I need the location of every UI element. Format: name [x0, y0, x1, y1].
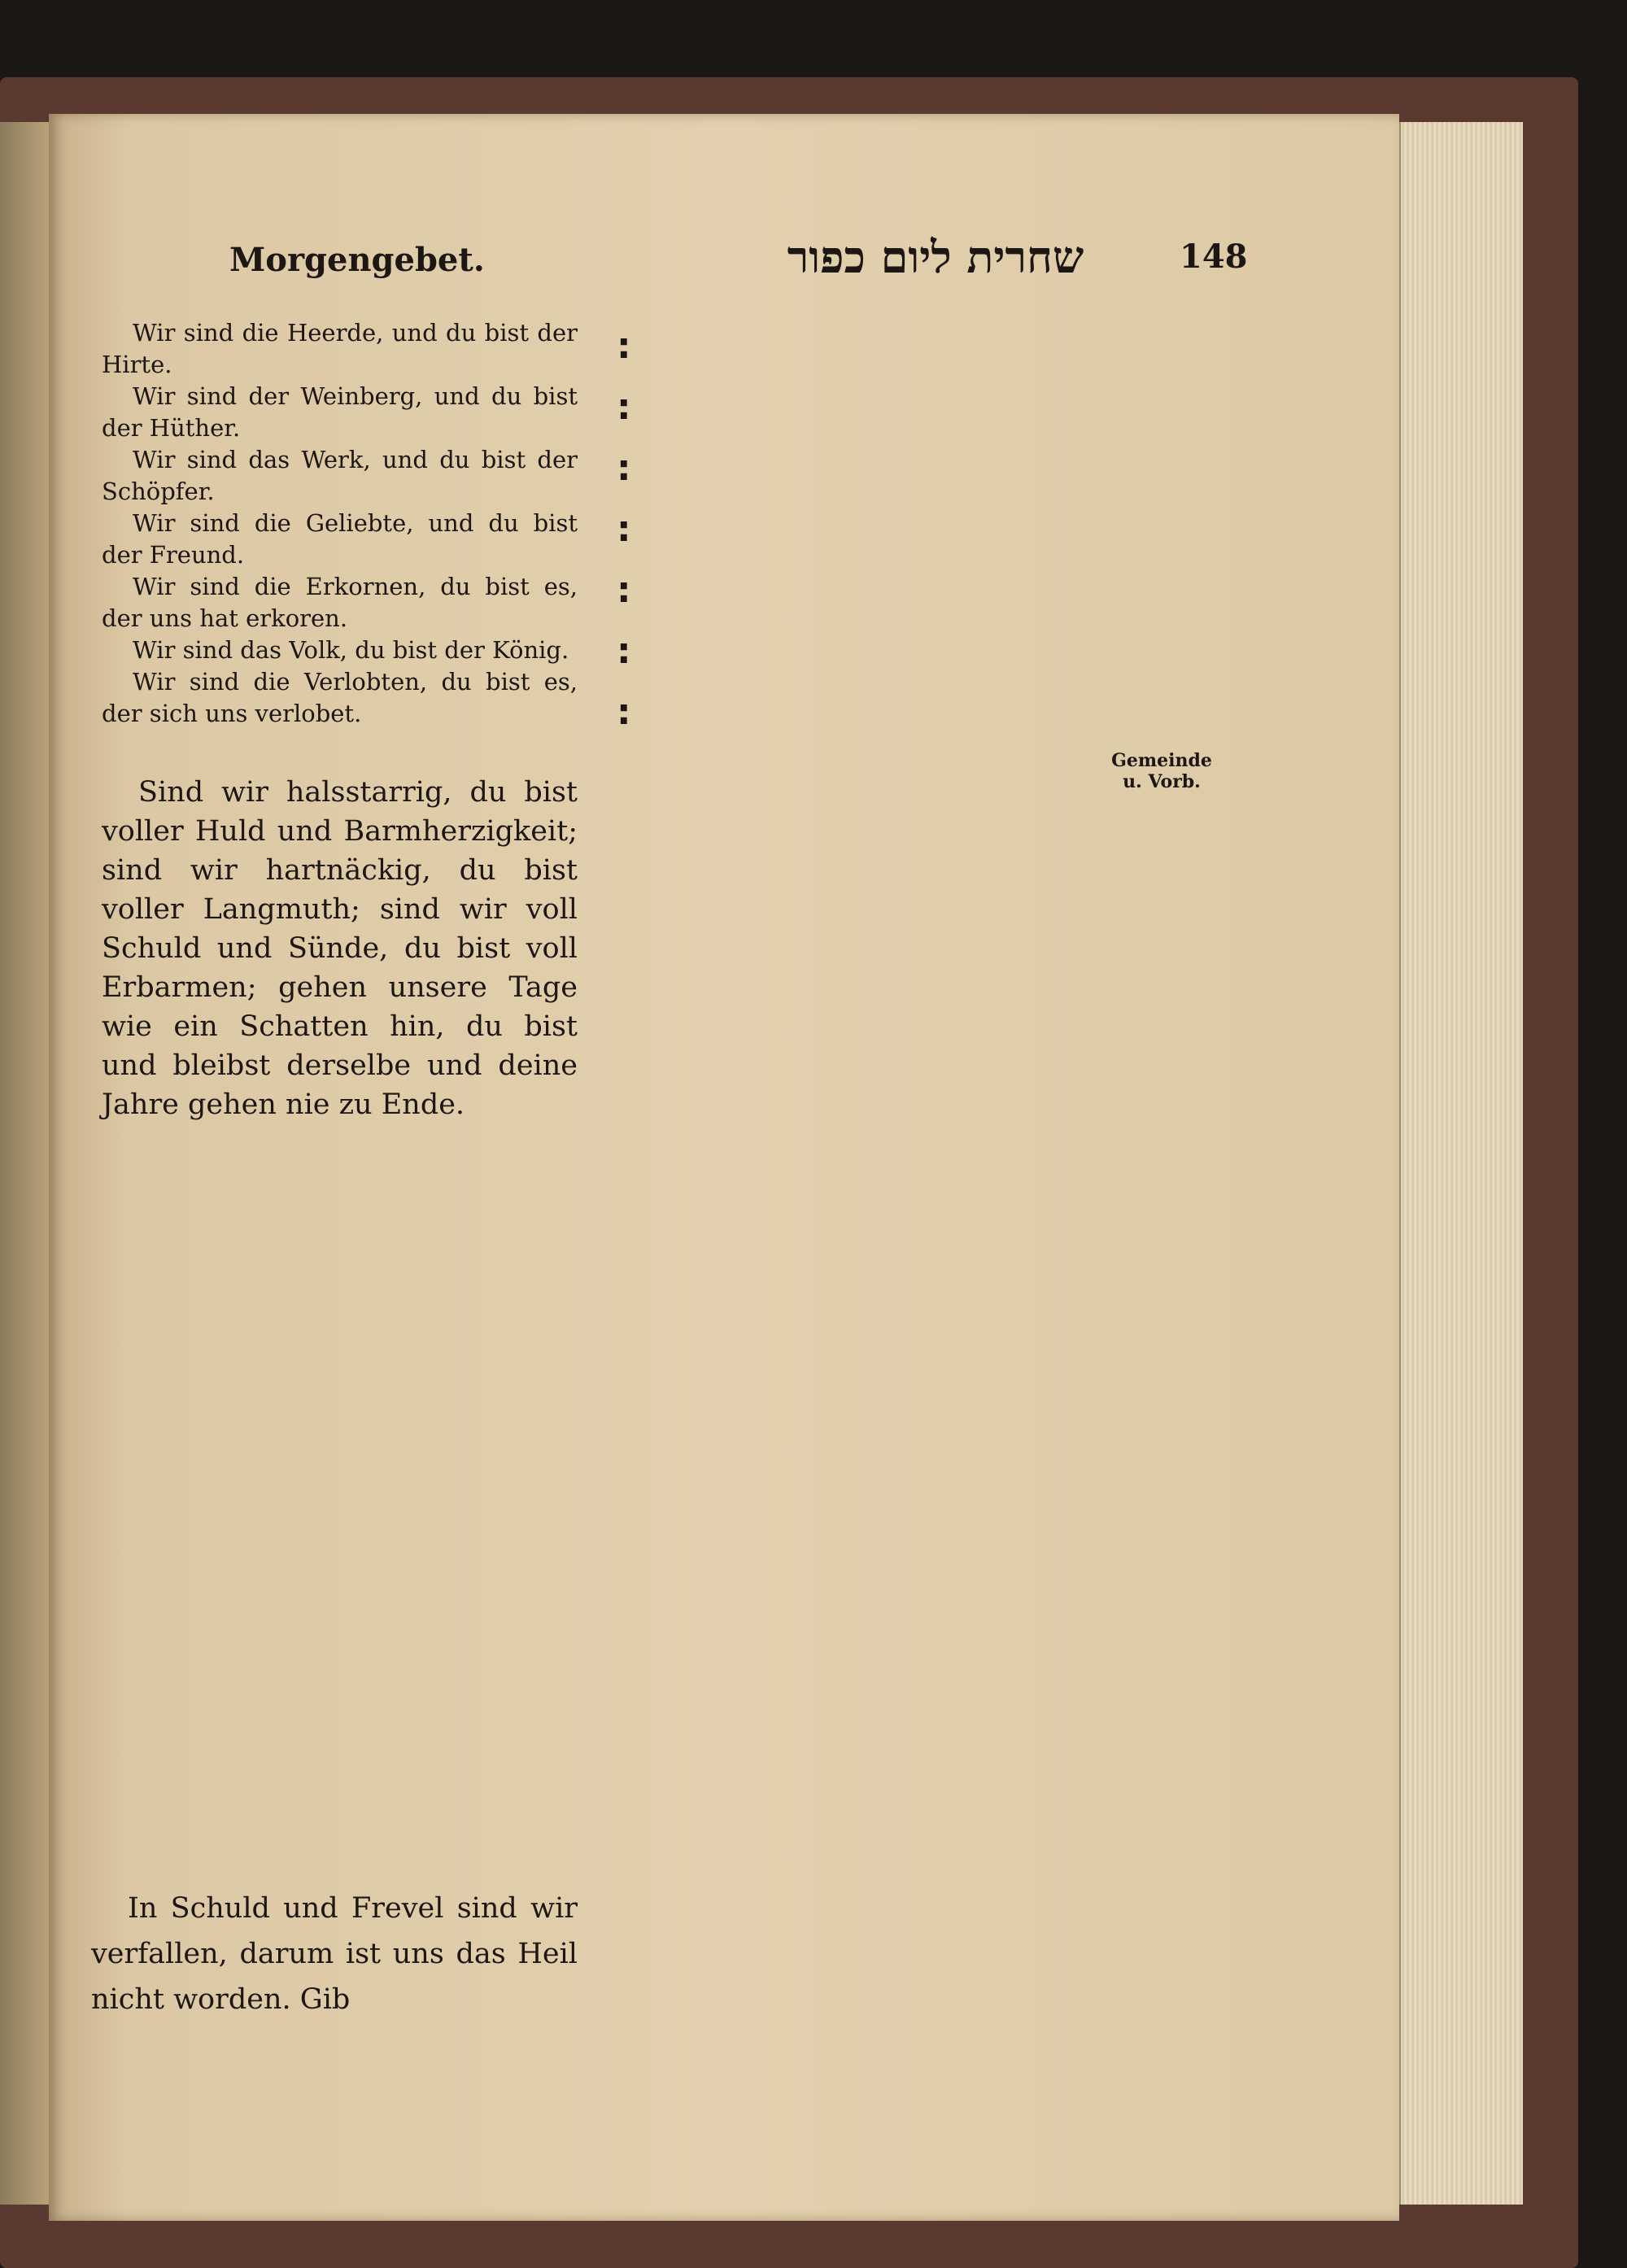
german-verse: Wir sind die Verlobten, du bist es, der sich uns verlobet. — [102, 668, 578, 727]
page-edges — [1399, 122, 1523, 2205]
german-verses-translation — [102, 317, 578, 730]
verse-separator: : — [617, 691, 631, 733]
german-paragraph — [102, 773, 578, 1124]
german-verse: Wir sind das Volk, du bist der König. — [133, 636, 569, 664]
verse-separator: : — [617, 508, 631, 550]
german-bottom-text: In Schuld und Frevel sind wir verfallen, darum ist uns das Heil nicht worden. Gib — [91, 1892, 578, 2016]
german-paragraph-text: Sind wir halsstarrig, du bist voller Huld und Barmherzigkeit; sind wir hartnäckig, du bist voller Langmuth; sind wir voll Schuld und Sünde, du bist voll Erbarmen; gehen unsere Tage wie ein Schatten hin, du bist und bleibst derselbe und deine Jahre gehen nie zu Ende. — [102, 776, 578, 1121]
page-number: 148 — [1180, 238, 1248, 276]
german-verse: Wir sind die Heerde, und du bist der Hirte. — [102, 319, 578, 378]
verse-separator: : — [617, 386, 631, 428]
german-verse: Wir sind die Geliebte, und du bist der Freund. — [102, 509, 578, 569]
congregation-note: Gemeinde u. Vorb. — [1111, 750, 1212, 792]
verse-separator: : — [617, 325, 631, 367]
verse-separator: : — [617, 569, 631, 611]
german-bottom-paragraph — [91, 1886, 578, 2022]
previous-page-edge — [0, 122, 49, 2205]
verse-separator: : — [617, 630, 631, 672]
german-verse: Wir sind das Werk, und du bist der Schöpfer. — [102, 446, 578, 505]
german-verse: Wir sind die Erkornen, du bist es, der uns hat erkoren. — [102, 573, 578, 632]
verse-separator: : — [617, 447, 631, 489]
running-head-german: Morgengebet. — [229, 241, 485, 279]
german-verse: Wir sind der Weinberg, und du bist der Hüther. — [102, 382, 578, 442]
running-head-hebrew: שחרית ליום כפור — [787, 231, 1084, 283]
